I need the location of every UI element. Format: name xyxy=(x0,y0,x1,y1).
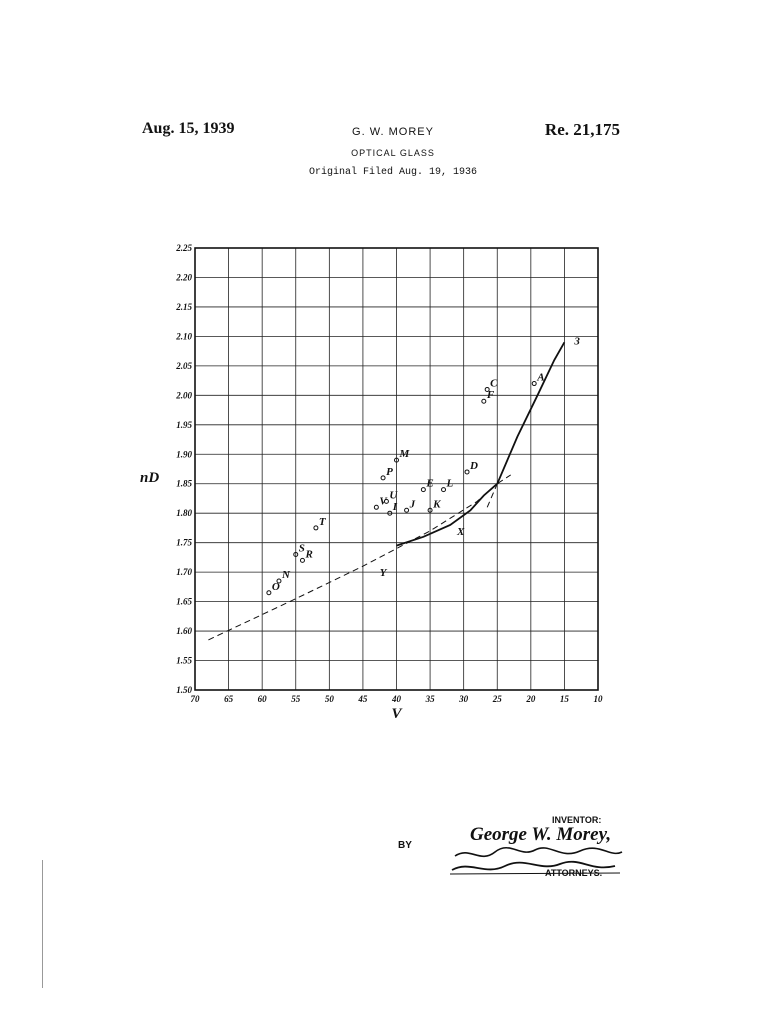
point-label-m: M xyxy=(399,448,410,461)
y-tick-label: 2.20 xyxy=(176,272,192,283)
chart-grid xyxy=(195,248,598,690)
x-tick-label: 60 xyxy=(257,694,267,704)
data-point-d xyxy=(465,470,469,474)
patent-number: Re. 21,175 xyxy=(544,120,620,139)
inventor-caption: INVENTOR: xyxy=(552,815,602,825)
point-label-n: N xyxy=(281,568,290,581)
y-tick-label: 2.15 xyxy=(176,301,192,312)
x-tick-labels xyxy=(191,694,604,704)
point-label-o: O xyxy=(271,580,280,593)
point-label-t: T xyxy=(318,515,326,528)
y-tick-label: 1.55 xyxy=(176,655,192,666)
point-label-f: F xyxy=(486,389,495,402)
point-label-i: I xyxy=(392,501,398,514)
point-label-p: P xyxy=(386,465,393,478)
point-label-j: J xyxy=(409,498,416,511)
attorneys-caption: ATTORNEYS. xyxy=(545,868,603,878)
series-line-x xyxy=(397,484,498,546)
x-tick-label: 10 xyxy=(593,694,603,704)
point-label-a: A xyxy=(537,371,545,384)
point-label-c: C xyxy=(490,377,498,390)
attorney-signature xyxy=(450,842,630,878)
y-axis-label: nD xyxy=(140,469,160,486)
y-tick-label: 1.60 xyxy=(176,626,192,637)
point-label-u: U xyxy=(389,489,398,502)
point-label-d: D xyxy=(470,459,478,472)
curve-label-x: X xyxy=(456,525,465,538)
data-point-o xyxy=(267,591,271,595)
y-tick-label: 1.80 xyxy=(176,508,192,519)
x-tick-label: 70 xyxy=(190,694,200,704)
x-tick-label: 65 xyxy=(224,694,234,704)
chart-points xyxy=(267,372,545,595)
y-tick-label: 2.10 xyxy=(176,331,192,342)
x-tick-label: 55 xyxy=(291,694,301,704)
y-tick-label: 1.70 xyxy=(176,567,192,578)
data-point-l xyxy=(442,488,446,492)
data-point-f xyxy=(482,399,486,403)
data-point-r xyxy=(300,558,304,562)
data-point-t xyxy=(314,526,318,530)
y-tick-label: 2.00 xyxy=(176,390,192,401)
x-tick-label: 20 xyxy=(526,694,536,704)
data-point-j xyxy=(405,508,409,512)
y-tick-label: 1.90 xyxy=(176,449,192,460)
y-tick-label: 2.05 xyxy=(176,360,192,371)
point-label-l: L xyxy=(446,477,454,490)
patent-title: OPTICAL GLASS xyxy=(351,148,435,158)
data-point-e xyxy=(421,488,425,492)
y-tick-label: 1.95 xyxy=(176,419,192,430)
series-line-y xyxy=(208,475,510,640)
x-tick-label: 45 xyxy=(358,694,368,704)
inventor-header: G. W. MOREY xyxy=(352,126,434,138)
data-point-a xyxy=(532,382,536,386)
inventor-signature: George W. Morey, xyxy=(470,824,612,845)
x-tick-label: 15 xyxy=(559,694,569,704)
y-tick-label: 1.50 xyxy=(176,685,192,695)
data-point-v xyxy=(374,505,378,509)
y-tick-label: 1.85 xyxy=(176,478,192,489)
point-label-r: R xyxy=(305,548,313,561)
point-label-k: K xyxy=(433,498,441,511)
x-tick-label: 50 xyxy=(324,694,334,704)
x-tick-label: 30 xyxy=(459,694,469,704)
data-point-p xyxy=(381,476,385,480)
y-tick-label: 2.25 xyxy=(176,243,192,253)
curve-label-y: Y xyxy=(379,567,387,580)
y-tick-label: 1.75 xyxy=(176,537,192,548)
y-tick-label: 1.65 xyxy=(176,596,192,607)
by-caption: BY xyxy=(398,840,412,851)
patent-date: Aug. 15, 1939 xyxy=(142,120,235,137)
x-tick-label: 35 xyxy=(425,694,435,704)
filing-date: Original Filed Aug. 19, 1936 xyxy=(308,167,478,178)
point-label-e: E xyxy=(426,477,434,490)
x-tick-label: 40 xyxy=(392,694,401,704)
y-tick-labels xyxy=(175,243,192,695)
curve-label-3: 3 xyxy=(574,335,580,348)
point-label-v: V xyxy=(379,495,387,508)
x-axis-label: V xyxy=(391,706,402,722)
x-tick-label: 25 xyxy=(492,694,502,704)
point-label-s: S xyxy=(298,542,305,555)
page-margin-line xyxy=(42,860,43,988)
